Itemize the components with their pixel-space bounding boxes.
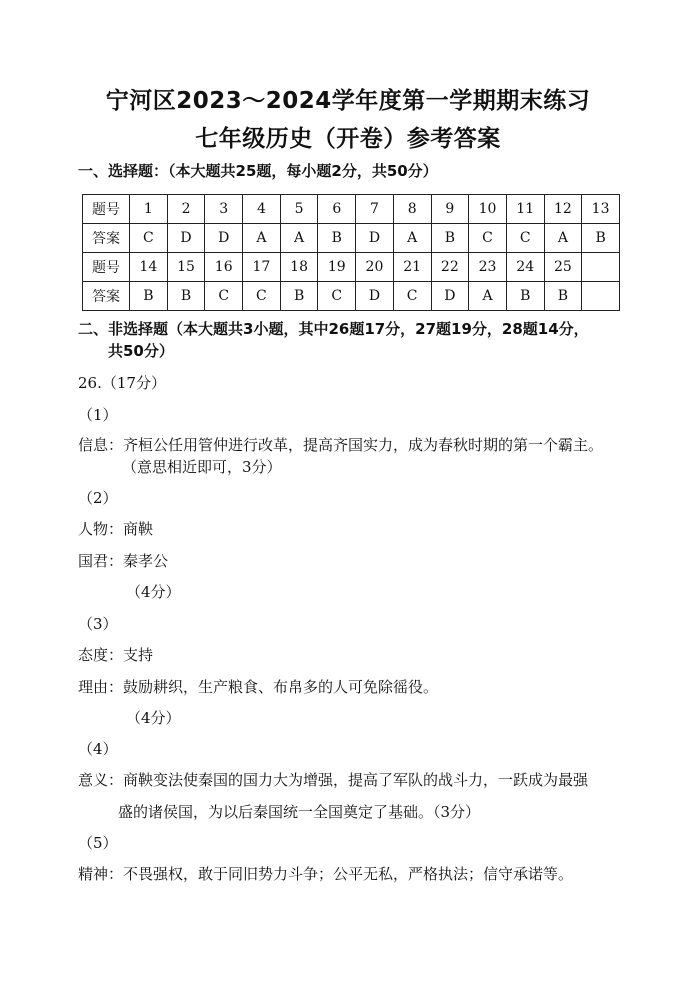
question-number: 12	[544, 195, 582, 224]
section2-heading-line1: 二、非选择题（本大题共3小题，其中26题17分，27题19分，28题14分，	[78, 320, 589, 338]
question-number: 1	[130, 195, 168, 224]
q26-part3-reason: 理由：鼓励耕织，生产粮食、布帛多的人可免除徭役。	[78, 678, 439, 696]
answer-cell: C	[393, 282, 431, 311]
answer-cell: C	[205, 282, 243, 311]
answer-table	[82, 194, 620, 311]
answer-cell: B	[506, 282, 544, 311]
answer-cell: D	[356, 282, 394, 311]
table-row-questions-1	[83, 195, 620, 224]
row-label: 答案	[83, 224, 130, 253]
question-number: 8	[393, 195, 431, 224]
question-number: 9	[431, 195, 469, 224]
q26-part4-line2: 盛的诸侯国，为以后秦国统一全国奠定了基础。（3分）	[118, 803, 481, 821]
question-number: 5	[280, 195, 318, 224]
answer-cell: A	[280, 224, 318, 253]
answer-cell: A	[544, 224, 582, 253]
question-number: 25	[544, 253, 582, 282]
answer-cell: C	[506, 224, 544, 253]
question-number: 4	[243, 195, 281, 224]
q26-part4-line1: 意义：商鞅变法使秦国的国力大为增强，提高了军队的战斗力，一跃成为最强	[78, 771, 589, 789]
q26-part2-score: （4分）	[126, 583, 181, 601]
question-number: 14	[130, 253, 168, 282]
question-number: 18	[280, 253, 318, 282]
answer-cell: C	[130, 224, 168, 253]
table-row-answers-1	[83, 224, 620, 253]
answer-cell: B	[167, 282, 205, 311]
question-number: 17	[243, 253, 281, 282]
question-number: 21	[393, 253, 431, 282]
q26-part5-text: 精神：不畏强权，敢于同旧势力斗争；公平无私，严格执法；信守承诺等。	[78, 865, 574, 883]
answer-cell: D	[356, 224, 394, 253]
answer-cell: B	[130, 282, 168, 311]
answer-cell: B	[280, 282, 318, 311]
q26-part5-label: （5）	[78, 834, 118, 852]
q26-part3-label: （3）	[78, 615, 118, 633]
answer-cell: A	[469, 282, 507, 311]
question-number: 6	[318, 195, 356, 224]
row-label: 题号	[83, 195, 130, 224]
answer-cell: C	[243, 282, 281, 311]
answer-cell: B	[431, 224, 469, 253]
q26-part2-label: （2）	[78, 489, 118, 507]
question-number: 7	[356, 195, 394, 224]
answer-cell: C	[469, 224, 507, 253]
table-row-questions-2	[83, 253, 620, 282]
question-number: 23	[469, 253, 507, 282]
q26-part2-person: 人物：商鞅	[78, 520, 154, 538]
question-number: 13	[582, 195, 620, 224]
empty-cell	[582, 282, 620, 311]
answer-cell: D	[205, 224, 243, 253]
question-number: 20	[356, 253, 394, 282]
table-row-answers-2	[83, 282, 620, 311]
question-number: 24	[506, 253, 544, 282]
answer-cell: A	[243, 224, 281, 253]
section2-heading-line2: 共50分）	[108, 342, 174, 360]
question-number: 11	[506, 195, 544, 224]
document-subtitle: 七年级历史（开卷）参考答案	[195, 126, 501, 152]
row-label: 题号	[83, 253, 130, 282]
question-number: 10	[469, 195, 507, 224]
q26-part1-label: （1）	[78, 406, 118, 424]
question-number: 22	[431, 253, 469, 282]
question-number: 2	[167, 195, 205, 224]
q26-part4-label: （4）	[78, 740, 118, 758]
question-number: 19	[318, 253, 356, 282]
empty-cell	[582, 253, 620, 282]
section1-heading: 一、选择题：（本大题共25题，每小题2分，共50分）	[78, 162, 438, 180]
q26-part3-attitude: 态度：支持	[78, 646, 154, 664]
section2-heading	[78, 318, 638, 362]
document-title: 宁河区2023～2024学年度第一学期期末练习	[105, 88, 591, 114]
answer-cell: C	[318, 282, 356, 311]
q26-header: 26.（17分）	[78, 374, 166, 392]
answer-cell: A	[393, 224, 431, 253]
answer-cell: B	[318, 224, 356, 253]
question-number: 15	[167, 253, 205, 282]
q26-part1-note: （意思相近即可，3分）	[122, 458, 282, 476]
answer-cell: D	[167, 224, 205, 253]
q26-part3-score: （4分）	[126, 709, 181, 727]
q26-part1-text: 信息：齐桓公任用管仲进行改革，提高齐国实力，成为春秋时期的第一个霸主。	[78, 436, 604, 454]
question-number: 16	[205, 253, 243, 282]
answer-cell: B	[582, 224, 620, 253]
answer-cell: B	[544, 282, 582, 311]
answer-cell: D	[431, 282, 469, 311]
q26-part2-ruler: 国君：秦孝公	[78, 552, 169, 570]
row-label: 答案	[83, 282, 130, 311]
question-number: 3	[205, 195, 243, 224]
